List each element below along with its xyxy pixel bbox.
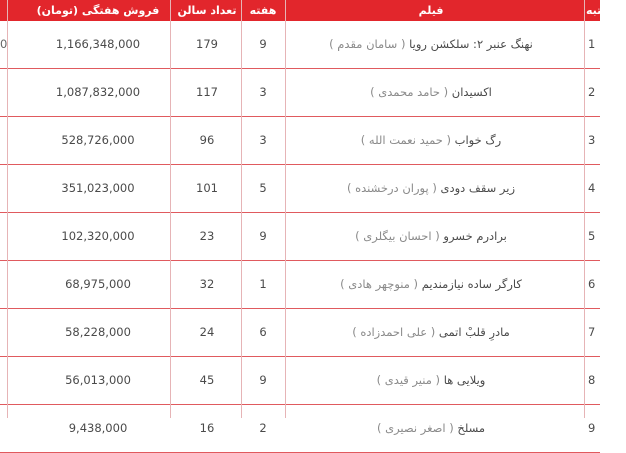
rank-cell: 3 <box>588 133 596 147</box>
week-cell: 3 <box>259 85 267 99</box>
sales-cell: 68,975,000 <box>65 277 131 291</box>
table-row <box>0 117 600 165</box>
table-row <box>0 69 600 117</box>
film-title: کارگر ساده نیازمندیم <box>421 277 522 291</box>
film-cell <box>286 69 576 116</box>
film-cell <box>286 21 576 68</box>
sales-cell: 1,087,832,000 <box>55 85 141 99</box>
film-title: رگ خواب <box>454 133 502 147</box>
sales-cell: 102,320,000 <box>61 229 135 243</box>
table-row <box>0 405 600 453</box>
table-header <box>0 0 608 21</box>
rank-cell: 6 <box>588 277 596 291</box>
film-director: ( پوران درخشنده ) <box>346 181 437 195</box>
rank-cell: 7 <box>588 325 596 339</box>
sales-cell: 58,228,000 <box>65 325 131 339</box>
rank-cell: 2 <box>588 85 596 99</box>
film-director: ( احسان بیگلری ) <box>355 229 440 243</box>
week-cell: 5 <box>259 181 267 195</box>
cinema-count-cell: 24 <box>199 325 215 339</box>
header-count: تعداد سالن <box>177 4 237 17</box>
film-director: ( علی احمدزاده ) <box>352 325 436 339</box>
column-divider <box>285 0 286 418</box>
rank-cell: 1 <box>588 37 596 51</box>
film-cell <box>286 309 576 356</box>
column-divider <box>584 0 585 418</box>
film-director: ( منوچهر هادی ) <box>340 277 419 291</box>
cinema-count-cell: 101 <box>196 181 218 195</box>
cinema-count-cell: 32 <box>199 277 215 291</box>
rank-cell: 4 <box>588 181 596 195</box>
table-row <box>0 261 600 309</box>
film-director: ( اصغر نصیری ) <box>376 421 454 435</box>
week-cell: 9 <box>259 229 267 243</box>
table-row <box>0 21 600 69</box>
rank-cell: 5 <box>588 229 596 243</box>
sales-cell: 528,726,000 <box>61 133 135 147</box>
header-sales: فروش هفتگی (تومان) <box>36 4 160 17</box>
sales-cell: 1,166,348,000 <box>55 37 141 51</box>
film-title: ویلایی ها <box>443 373 486 387</box>
table-row <box>0 309 600 357</box>
rank-cell: 9 <box>588 421 596 435</box>
cropped-cell: 0 <box>0 37 8 51</box>
film-cell <box>286 405 576 452</box>
film-director: ( حامد محمدی ) <box>370 85 449 99</box>
film-title: اکسیدان <box>451 85 492 99</box>
column-divider <box>7 0 8 418</box>
film-director: ( حمید نعمت الله ) <box>360 133 451 147</box>
cinema-count-cell: 23 <box>199 229 215 243</box>
film-cell <box>286 213 576 260</box>
cinema-count-cell: 117 <box>196 85 218 99</box>
film-title: مادرِ قلبْ اتمی <box>438 325 510 339</box>
film-cell <box>286 261 576 308</box>
column-divider <box>241 0 242 418</box>
week-cell: 6 <box>259 325 267 339</box>
week-cell: 3 <box>259 133 267 147</box>
column-divider <box>170 0 171 418</box>
film-title: مسلخ <box>457 421 486 435</box>
header-week: هفته <box>249 4 277 17</box>
film-cell <box>286 357 576 404</box>
film-cell <box>286 117 576 164</box>
film-director: ( سامان مقدم ) <box>329 37 406 51</box>
film-title: نهنگ عنبر ۲: سلکشن رویا <box>409 37 533 51</box>
table-row <box>0 213 600 261</box>
film-title: زیر سقف دودی <box>440 181 516 195</box>
week-cell: 1 <box>259 277 267 291</box>
week-cell: 9 <box>259 373 267 387</box>
header-film: فیلم <box>418 4 444 17</box>
cinema-count-cell: 45 <box>199 373 215 387</box>
film-title: برادرم خسرو <box>443 229 507 243</box>
sales-cell: 56,013,000 <box>65 373 131 387</box>
cinema-count-cell: 179 <box>196 37 218 51</box>
table-row <box>0 357 600 405</box>
table-row <box>0 165 600 213</box>
film-director: ( منیر قیدی ) <box>376 373 441 387</box>
header-rank: رتبه <box>586 4 608 17</box>
rank-cell: 8 <box>588 373 596 387</box>
film-cell <box>286 165 576 212</box>
cinema-count-cell: 16 <box>199 421 215 435</box>
week-cell: 2 <box>259 421 267 435</box>
sales-cell: 351,023,000 <box>61 181 135 195</box>
sales-cell: 9,438,000 <box>68 421 128 435</box>
week-cell: 9 <box>259 37 267 51</box>
cinema-count-cell: 96 <box>199 133 215 147</box>
